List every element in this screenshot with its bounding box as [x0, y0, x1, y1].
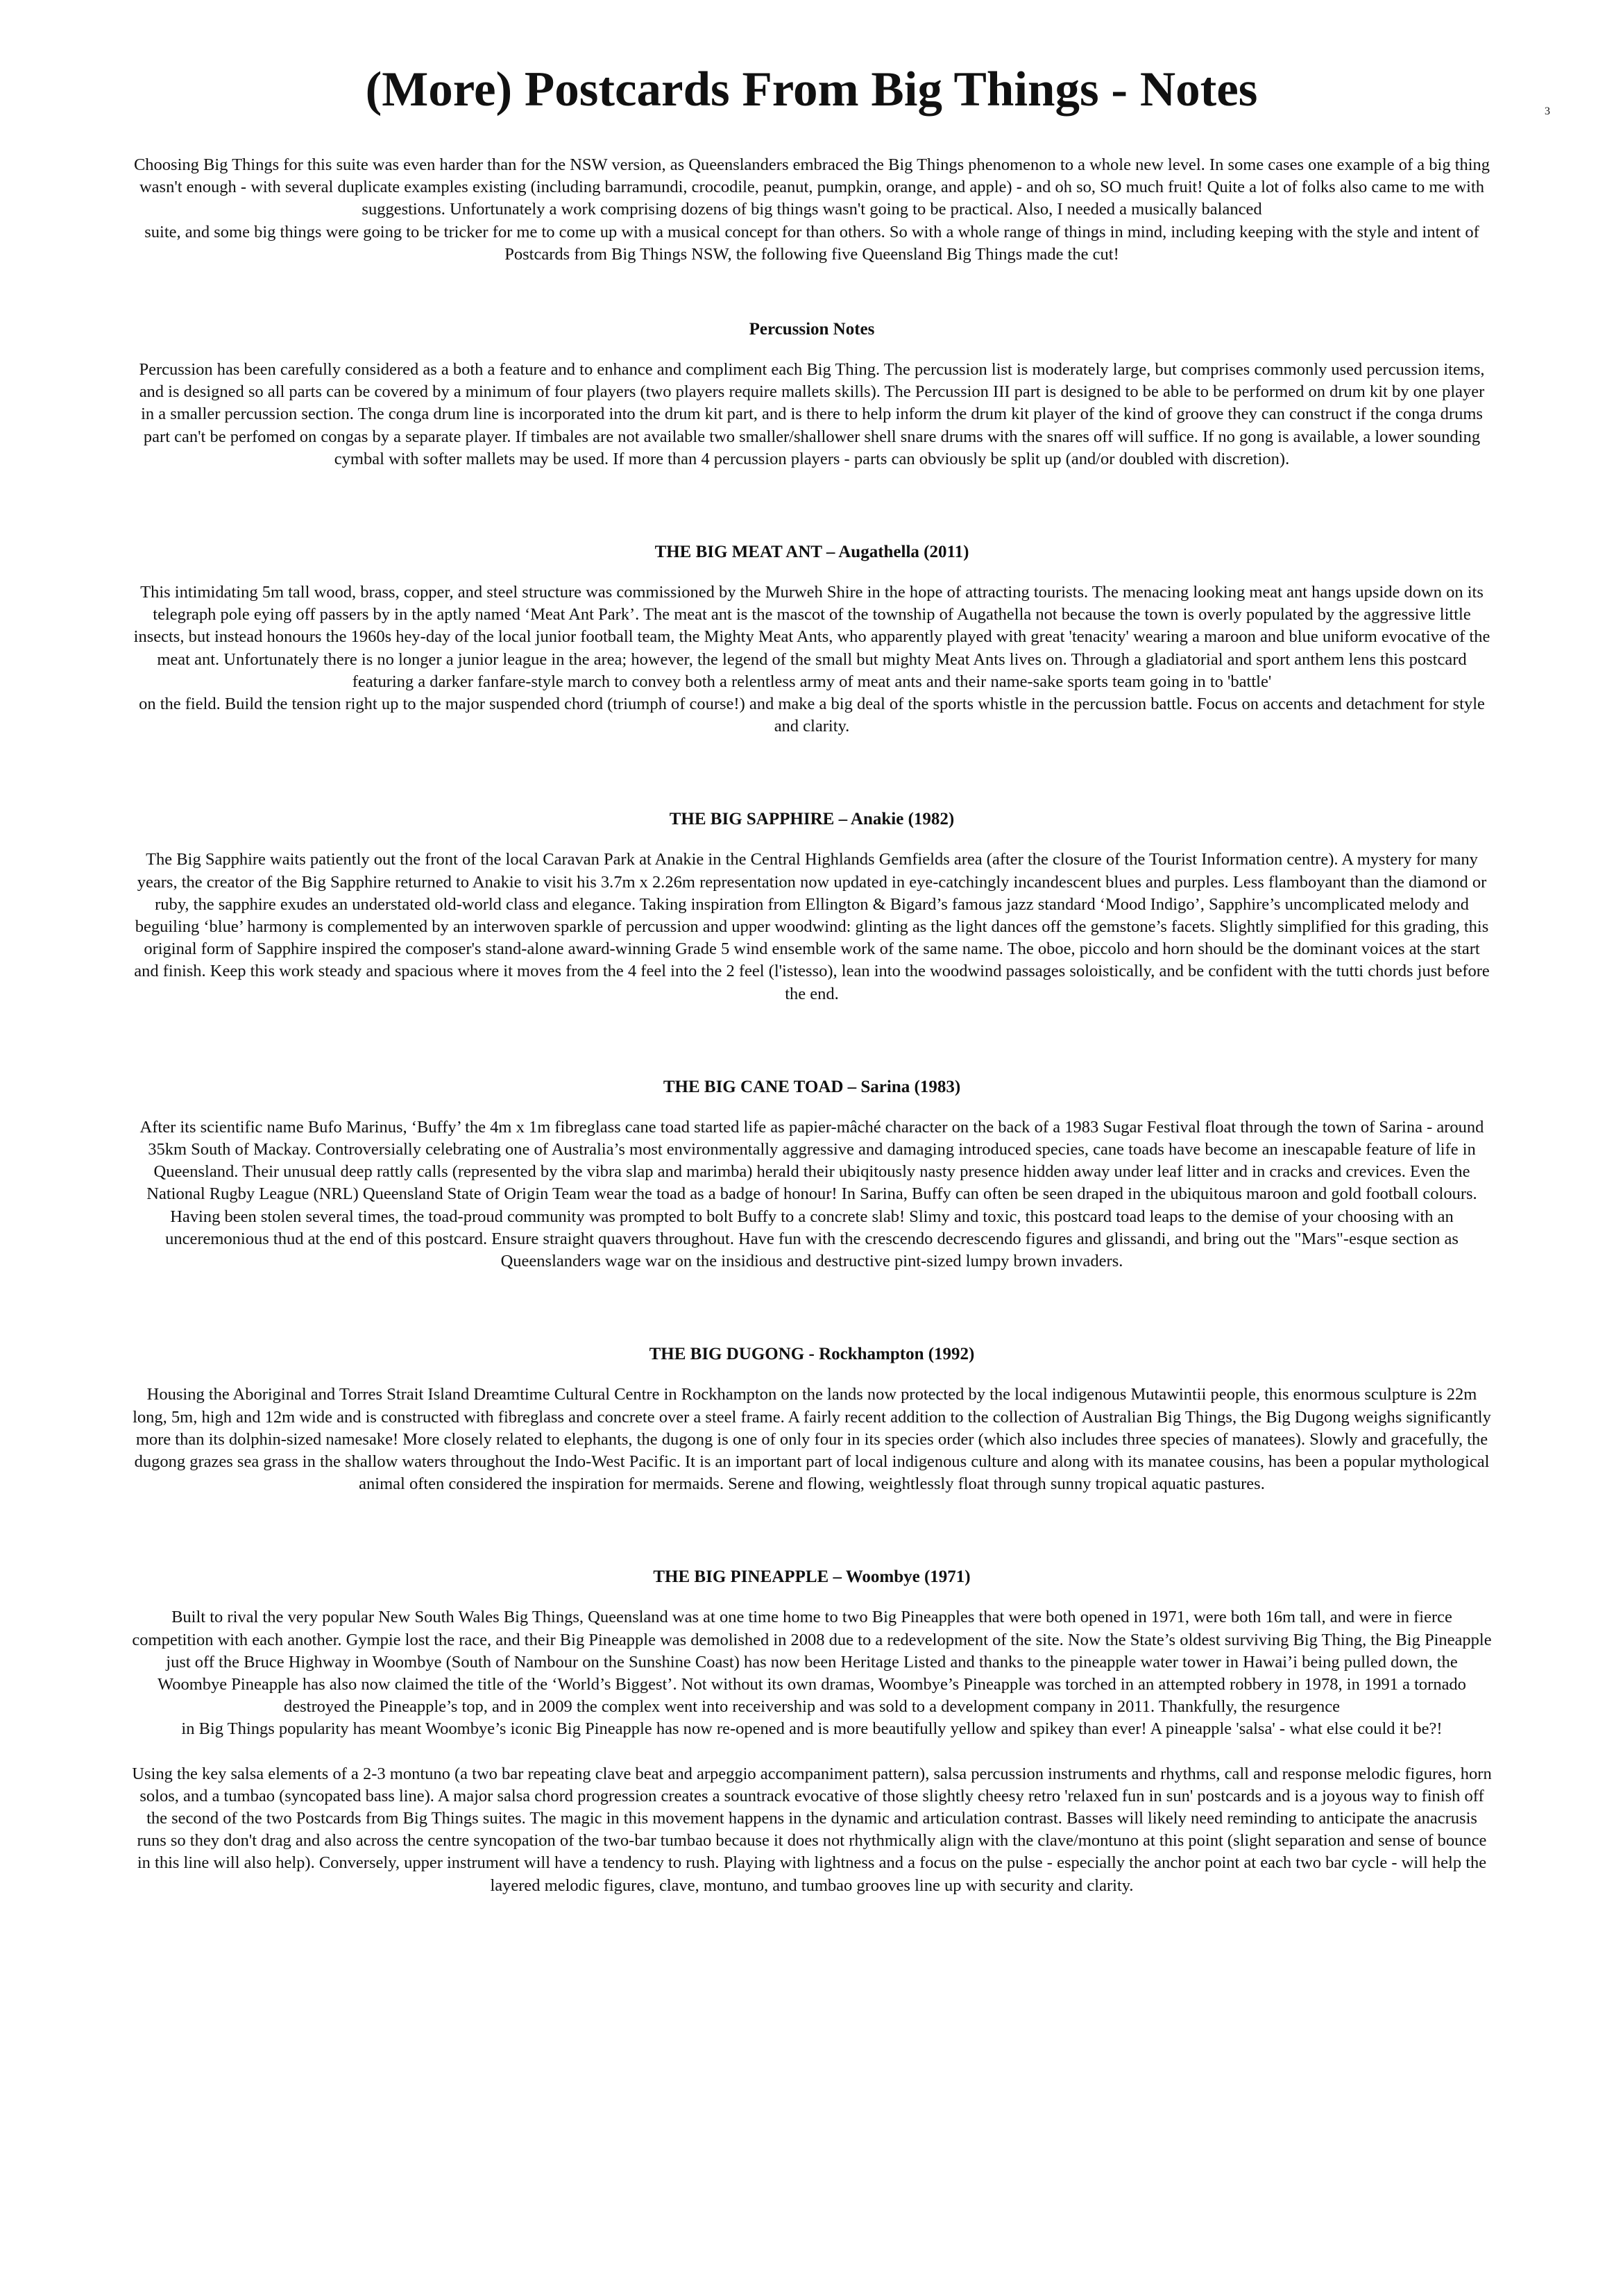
section-heading-location: – Anakie (1982): [834, 810, 955, 829]
intro-section: [132, 154, 1492, 266]
notes-section: [132, 1566, 1492, 1896]
page-number: 3: [1545, 105, 1550, 117]
section-heading: [132, 1566, 1492, 1588]
section-heading-location: – Sarina (1983): [843, 1077, 961, 1096]
section-paragraph: After its scientific name Bufo Marinus, ‘Buffy’ the 4m x 1m fibreglass cane toad started life as papier-mâché character on the back of a 1983 Sugar Festival float through the town of Sarina - around 35km South of Mackay. Controversially celebrating one of Australia’s most environmentally aggressive and damaging introduced species, cane toads have become an inescapable feature of life in Queensland. Their unusual deep rattly calls (represented by the vibra slap and marimba) herald their ubiqitously nasty presence hidden away under leaf litter and in cracks and crevices. Even the National Rugby League (NRL) Queensland State of Origin Team wear the toad as a badge of honour! In Sarina, Buffy can often be seen draped in the ubiquitous maroon and gold football colours. Having been stolen several times, the toad-proud community was prompted to bolt Buffy to a concrete slab! Slimy and toxic, this postcard toad leaps to the demise of your choosing with an unceremonious thud at the end of this postcard. Ensure straight quavers throughout. Have fun with the crescendo decrescendo figures and glissandi, and bring out the "Mars"-esque section as Queenslanders wage war on the insidious and destructive pint-sized lumpy brown invaders.: [139, 1117, 1484, 1271]
notes-section: [132, 541, 1492, 738]
section-heading-location: – Woombye (1971): [829, 1567, 971, 1587]
section-heading-title: THE BIG DUGONG - Rockhampton (1992): [649, 1345, 975, 1364]
section-heading-location: – Augathella (2011): [822, 543, 969, 562]
paragraph-spacer: [132, 1741, 1492, 1763]
section-heading: [132, 808, 1492, 831]
section-heading: [132, 541, 1492, 563]
notes-section: [132, 808, 1492, 1005]
section-spacer: [132, 1495, 1492, 1566]
section-paragraph: on the field. Build the tension right up to the major suspended chord (triumph of course!) and make a big deal of the sports whistle in the percussion battle. Focus on accents and detachment for style and clarity.: [139, 695, 1485, 736]
document-body: [132, 154, 1492, 1897]
section-spacer: [132, 266, 1492, 318]
section-heading: [132, 1343, 1492, 1366]
section-paragraph: Using the key salsa elements of a 2-3 montuno (a two bar repeating clave beat and arpeggio accompaniment pattern), salsa percussion instruments and rhythms, call and response melodic figures, horn solos, and a tumbao (syncopated bass line). A major salsa chord progression creates a sountrack evocative of those slightly cheesy retro 'relaxed fun in sun' postcards and is a joyous way to finish off the second of the two Postcards from Big Things suites. The magic in this movement happens in the dynamic and articulation contrast. Basses will likely need reminding to anticipate the anacrusis runs so they don't drag and also across the centre syncopation of the two-bar tumbao because it does not rhythmically align with the clave/montuno at this point (slight separation and sense of bounce in this line will also help). Conversely, upper instrument will have a tendency to rush. Playing with lightness and a focus on the pulse - especially the anchor point at each two bar cycle - will help the layered melodic figures, clave, montuno, and tumbao grooves line up with security and clarity.: [132, 1764, 1492, 1895]
section-heading-title: THE BIG PINEAPPLE: [653, 1567, 829, 1587]
section-spacer: [132, 1273, 1492, 1343]
intro-paragraph: Choosing Big Things for this suite was even harder than for the NSW version, as Queenslanders embraced the Big Things phenomenon to a whole new level. In some cases one example of a big thing wasn't enough - with several duplicate examples existing (including barramundi, crocodile, peanut, pumpkin, orange, and apple) - and oh so, SO much fruit! Quite a lot of folks also came to me with suggestions. Unfortunately a work comprising dozens of big things wasn't going to be practical. Also, I needed a musically balanced: [133, 155, 1490, 219]
section-paragraph: Housing the Aboriginal and Torres Strait Island Dreamtime Cultural Centre in Rockhampton on the lands now protected by the local indigenous Mutawintii people, this enormous sculpture is 22m long, 5m, high and 12m wide and is constructed with fibreglass and concrete over a steel frame. A fairly recent addition to the collection of Australian Big Things, the Big Dugong weighs significantly more than its dolphin-sized namesake! More closely related to elephants, the dugong is one of only four in its species order (which also includes three species of manatees). Slowly and gracefully, the dugong grazes sea grass in the shallow waters throughout the Indo-West Pacific. It is an important part of local indigenous culture and along with its manatee cousins, has been a popular mythological animal often considered the inspiration for mermaids. Serene and flowing, weightlessly float through sunny tropical aquatic pastures.: [133, 1385, 1491, 1494]
intro-paragraph: suite, and some big things were going to be tricker for me to come up with a musical concept for than others. So with a whole range of things in mind, including keeping with the style and intent of Postcards from Big Things NSW, the following five Queensland Big Things made the cut!: [144, 222, 1479, 264]
section-paragraph: Percussion has been carefully considered as a both a feature and to enhance and compliment each Big Thing. The percussion list is moderately large, but comprises commonly used percussion items, and is designed so all parts can be covered by a minimum of four players (two players require mallets skills). The Percussion III part is designed to be able to be performed on drum kit by one player in a smaller percussion section. The conga drum line is incorporated into the drum kit part, and is there to help inform the drum kit player of the kind of groove they can construct if the conga drums part can't be perfomed on congas by a separate player. If timbales are not available two smaller/shallower shell snare drums with the snares off will suffice. If no gong is available, a lower sounding cymbal with softer mallets may be used. If more than 4 percussion players - parts can obviously be split up (and/or doubled with discretion).: [139, 360, 1485, 468]
section-paragraph: in Big Things popularity has meant Woombye’s iconic Big Pineapple has now re-opened and is more beautifully yellow and spikey than ever! A pineapple 'salsa' - what else could it be?!: [181, 1719, 1443, 1739]
section-heading-title: THE BIG MEAT ANT: [654, 543, 822, 562]
sections-container: [132, 266, 1492, 1897]
section-heading-title: Percussion Notes: [749, 320, 875, 339]
section-heading: [132, 1076, 1492, 1098]
notes-section: [132, 318, 1492, 470]
section-heading: [132, 318, 1492, 341]
section-spacer: [132, 738, 1492, 808]
section-spacer: [132, 1005, 1492, 1076]
section-paragraph: Built to rival the very popular New South Wales Big Things, Queensland was at one time home to two Big Pineapples that were both opened in 1971, were both 16m tall, and were in fierce competition with each another. Gympie lost the race, and their Big Pineapple was demolished in 2008 due to a redevelopment of the site. Now the State’s oldest surviving Big Thing, the Big Pineapple just off the Bruce Highway in Woombye (South of Nambour on the Sunshine Coast) has now been Heritage Listed and thanks to the pineapple water tower in Hawai’i being pulled down, the Woombye Pineapple has also now claimed the title of the ‘World’s Biggest’. Not without its own dramas, Woombye’s Pineapple was torched in an attempted robbery in 1978, in 1991 a tornado destroyed the Pineapple’s top, and in 2009 the complex went into receivership and was sold to a development company in 2011. Thankfully, the resurgence: [132, 1608, 1492, 1717]
section-heading-title: THE BIG CANE TOAD: [663, 1077, 844, 1096]
page-title: (More) Postcards From Big Things - Notes: [365, 62, 1258, 117]
notes-section: [132, 1076, 1492, 1273]
section-paragraph: The Big Sapphire waits patiently out the front of the local Caravan Park at Anakie in the Central Highlands Gemfields area (after the closure of the Tourist Information centre). A mystery for many years, the creator of the Big Sapphire returned to Anakie to visit his 3.7m x 2.26m representation now updated in eye-catchingly incandescent blues and purples. Less flamboyant than the diamond or ruby, the sapphire exudes an understated old-world class and elegance. Taking inspiration from Ellington & Bigard’s famous jazz standard ‘Mood Indigo’, Sapphire’s uncomplicated melody and beguiling ‘blue’ harmony is complemented by an interwoven sparkle of percussion and upper woodwind: glinting as the light dances off the gemstone’s facets. Slightly simplified for this grading, this original form of Sapphire inspired the composer's stand-alone award-winning Grade 5 wind ensemble work of the same name. The oboe, piccolo and horn should be the dominant voices at the start and finish. Keep this work steady and spacious where it moves from the 4 feel into the 2 feel (l'istesso), lean into the woodwind passages soloistically, and be confident with the tutti chords just before the end.: [134, 850, 1490, 1003]
notes-section: [132, 1343, 1492, 1495]
section-spacer: [132, 470, 1492, 541]
section-heading-title: THE BIG SAPPHIRE: [669, 810, 835, 829]
section-paragraph: This intimidating 5m tall wood, brass, copper, and steel structure was commissioned by the Murweh Shire in the hope of attracting tourists. The menacing looking meat ant hangs upside down on its telegraph pole eying off passers by in the aptly named ‘Meat Ant Park’. The meat ant is the mascot of the township of Augathella not because the town is overly populated by the aggressive little insects, but instead honours the 1960s hey-day of the local junior football team, the Mighty Meat Ants, who apparently played with great 'tenacity' wearing a maroon and blue uniform evocative of the meat ant. Unfortunately there is no longer a junior league in the area; however, the legend of the small but mighty Meat Ants lives on. Through a gladiatorial and sport anthem lens this postcard featuring a darker fanfare-style march to convey both a relentless army of meat ants and their name-sake sports team going in to 'battle': [133, 583, 1490, 691]
